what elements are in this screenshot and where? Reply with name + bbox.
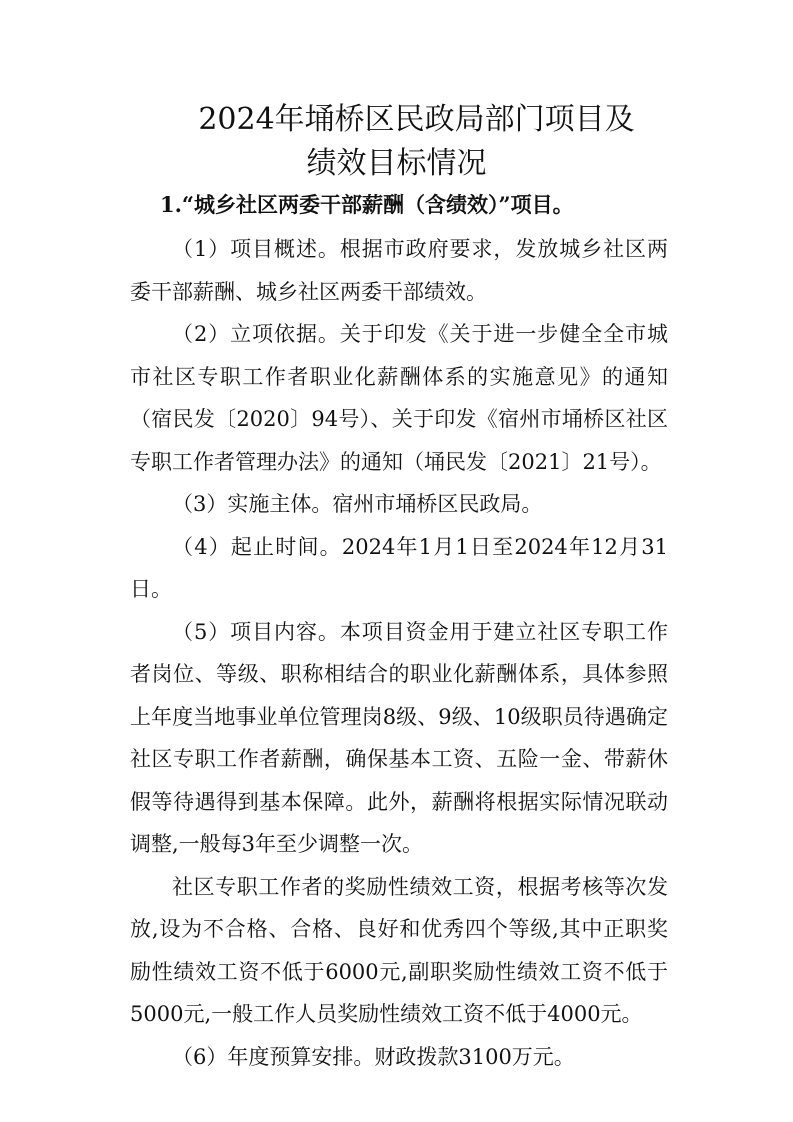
document-title-line-2: 绩效目标情况 xyxy=(306,146,487,181)
document-title-line-1: 2024年埇桥区民政局部门项目及 xyxy=(198,102,635,137)
paragraph-basis: （2）立项依据。关于印发《关于进一步健全全市城市社区专职工作者职业化薪酬体系的实施意见》的通知（宿民发〔2020〕94号）、关于印发《宿州市埇桥区社区专职工作者管理办法》的通知（埇民发〔2021〕21号）。 xyxy=(130,322,668,474)
paragraph-period: （4）起止时间。2024年1月1日至2024年12月31日。 xyxy=(130,534,668,601)
paragraph-overview: （1）项目概述。根据市政府要求，发放城乡社区两委干部薪酬、城乡社区两委干部绩效。 xyxy=(130,237,668,304)
paragraph-budget: （6）年度预算安排。财政拨款3100万元。 xyxy=(172,1044,575,1069)
section-heading: 1.“城乡社区两委干部薪酬（含绩效）”项目。 xyxy=(160,192,574,217)
document-body xyxy=(130,228,668,1078)
paragraph-performance: 社区专职工作者的奖励性绩效工资，根据考核等次发放,设为不合格、合格、良好和优秀四个等级,其中正职奖励性绩效工资不低于6000元,副职奖励性绩效工资不低于5000元,一般工作人员奖励性绩效工资不低于4000元。 xyxy=(130,874,668,1026)
paragraph-entity: （3）实施主体。宿州市埇桥区民政局。 xyxy=(172,492,543,516)
paragraph-content: （5）项目内容。本项目资金用于建立社区专职工作者岗位、等级、职称相结合的职业化薪酬体系，具体参照上年度当地事业单位管理岗8级、9级、10级职员待遇确定社区专职工作者薪酬，确保基本工资、五险一金、带薪休假等待遇得到基本保障。此外，薪酬将根据实际情况联动调整,一般每3年至少调整一次。 xyxy=(130,619,668,856)
